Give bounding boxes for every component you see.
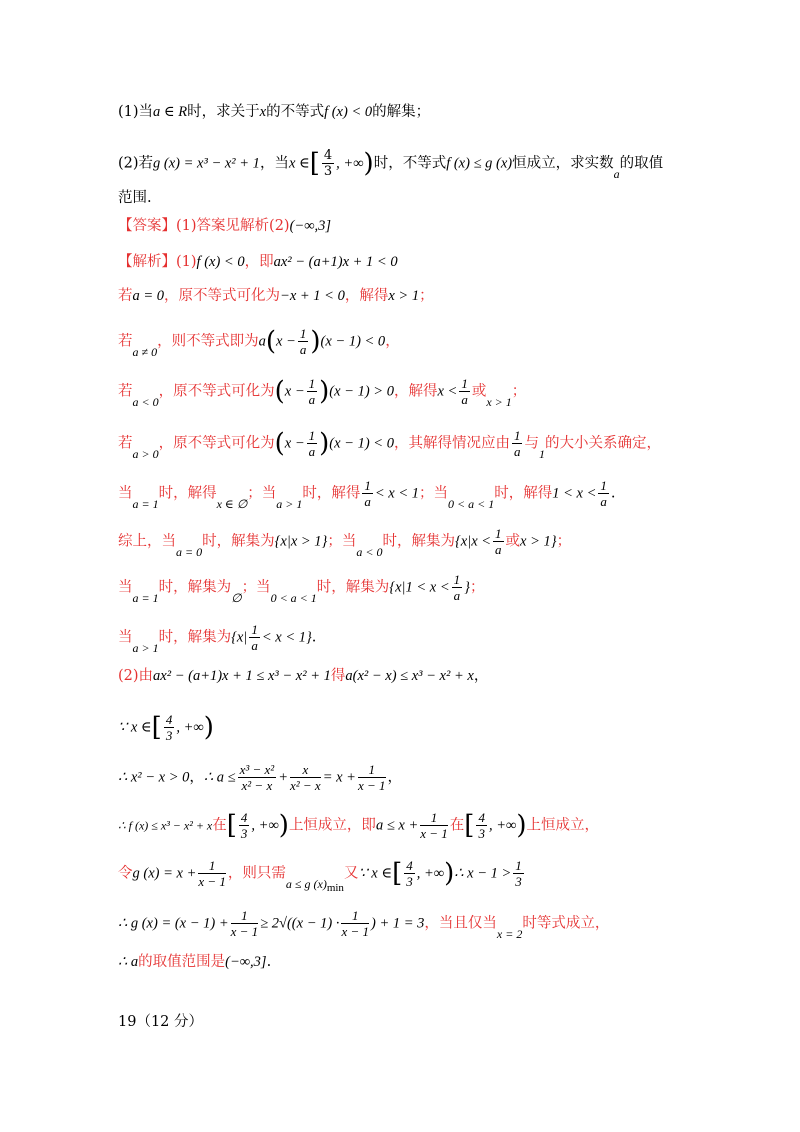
l3-a: 若 [118,383,133,400]
frac-num: 1 [364,478,371,493]
p2-b: 得 [330,668,346,684]
part2-conclusion [118,952,271,972]
p6-m4: ∴ x − 1 > [454,865,512,882]
p6-frac3 [513,858,524,889]
l4-frac2 [512,428,523,459]
p5-a: 在 [212,817,227,834]
p5-m1: ∴ f (x) ≤ x³ − x² + x [118,818,213,833]
l4-m3: 1 [538,446,545,461]
p2-a: (2)由 [118,668,154,684]
l4-b: ，原不等式可化为 [158,435,275,452]
left-bracket: [ [392,858,403,889]
p7-m3: ) + 1 = 3 [370,915,425,932]
l4-m1: a > 0 [132,446,159,461]
q2-fraction [322,148,334,179]
p6-c: 又 [343,865,359,882]
l7-m4a: {x|1 < x < [389,579,450,596]
frac-den: a [299,342,307,357]
l4-m2b: x − [284,435,305,452]
q2-x-in: x ∈ [288,155,310,172]
p5-tail2: , +∞ [488,817,517,834]
left-bracket: [ [151,712,162,743]
frac-num: 1 [495,526,502,541]
part2-line5 [118,858,526,894]
l5-m3: a > 1 [276,496,303,511]
summary-3 [118,622,316,653]
frac-den: 3 [165,728,173,743]
q2-a: a [613,166,620,181]
l5-frac [362,478,373,509]
l3-m1: a < 0 [132,394,159,409]
paren-open: ( [274,428,285,459]
frac-num: 1 [515,858,522,873]
l7-c: ；当 [241,579,271,596]
right-paren: ) [203,712,214,743]
l7-m3: 0 < a < 1 [270,590,317,605]
frac-den: x − 1 [198,874,226,889]
frac-num: x³ − x² [239,762,275,777]
l8-a: 当 [118,629,133,646]
frac-den: x − 1 [420,826,448,841]
paren-close: ) [319,376,330,407]
l4-a: 若 [118,435,133,452]
l1-a: 若 [118,288,133,304]
p7-frac2 [341,908,369,939]
frac-den: a [364,494,371,509]
p6-m2: a ≤ g (x) [285,876,327,891]
p4-frac2 [290,762,321,793]
l7-m1: a = 1 [132,590,159,605]
frac-den: a [461,392,468,407]
l7-b: 时，解集为 [158,579,232,596]
l6-m4a: {x|x < [454,533,492,550]
q1-text2: 的不等式 [266,104,325,120]
p8-b: . [266,954,272,970]
p6-tail: , +∞ [416,865,445,882]
summary-1 [118,526,571,557]
frac-den: 3 [406,874,413,889]
l6-d: 时，解集为 [382,533,455,550]
p5-c: 在 [449,817,465,834]
q2-prefix: (2)若 [118,155,154,172]
part2-line3 [118,762,402,793]
q2-tail: 恒成立，求实数 [512,155,614,172]
case-a-negative [118,376,526,407]
l6-a: 综上，当 [118,533,176,550]
p6-a: 令 [118,865,133,882]
p6-frac [198,858,226,889]
l6-m2: {x|x > 1} [274,533,328,550]
frac-den: a [495,542,502,557]
l7-m4b: } [464,579,470,596]
l5-m6: 1 < x < [552,485,597,502]
right-paren: ) [363,148,374,179]
l4-c: ，其解得情况应由 [393,435,510,452]
l3-m4: x > 1 [486,394,512,409]
frac-den: 3 [323,164,333,179]
frac-den: 3 [515,874,522,889]
frac-den: a [453,588,461,603]
frac-num: 1 [308,428,316,443]
case-a-nonzero [118,326,400,357]
question-part-2 [118,148,663,179]
l2-m2b: x − [276,333,296,350]
p6-m1: g (x) = x + [132,865,197,882]
answer-text: (1)答案见解析(2) [176,218,290,234]
l7-e: ； [469,579,485,596]
l3-e: ； [511,383,527,400]
left-bracket: [ [309,148,320,179]
p8-m2: (−∞,3] [225,954,267,970]
l8-m1: a > 1 [132,640,159,655]
q2-line2: 范围. [118,190,152,206]
l4-m2c: (x − 1) < 0 [329,435,394,452]
p2-c: ， [473,668,489,684]
p2-m2: a(x² − x) ≤ x³ − x² + x [345,668,474,684]
frac-den: a [251,638,258,653]
p4-plus: + [278,769,288,786]
frac-num: 1 [341,908,369,924]
q2-inequality: f (x) ≤ g (x) [446,155,513,172]
part2-line1 [118,666,488,686]
l5-m5: 0 < a < 1 [448,496,495,511]
l8-m2a: {x| [231,629,248,646]
p7-m4: x = 2 [496,926,523,941]
l6-m3: a < 0 [356,544,383,559]
frac-den: x² − x [289,778,321,793]
summary-2 [118,572,484,603]
p5-tail: , +∞ [251,817,279,834]
frac-den: 3 [240,826,248,841]
l4-d: 与 [524,435,539,452]
p4-eq: = x + [322,769,356,786]
l6-c: ；当 [327,533,357,550]
l5-c: ；当 [247,485,277,502]
p2-m1: ax² − (a+1)x + 1 ≤ x³ − x² + 1 [153,668,331,684]
l8-frac [249,622,260,653]
l3-m3: x < [437,383,458,400]
analysis-f: f (x) < 0 [196,254,245,270]
frac-num: x [290,762,321,778]
frac-num: 1 [461,376,468,391]
l3-m2c: (x − 1) > 0 [329,383,394,400]
right-paren: ) [516,810,527,841]
q2-mid: 时，不等式 [373,155,447,172]
l5-a: 当 [118,485,133,502]
frac-num: 4 [240,810,248,825]
l4-frac [307,428,318,459]
l3-m2b: x − [284,383,305,400]
l5-m1: a = 1 [132,496,159,511]
frac-den: x² − x [241,778,273,793]
p6-b: ，则只需 [227,865,286,882]
q1-suffix: 的解集； [372,104,431,120]
analysis-label: 【解析】 [118,254,176,270]
p4-frac3 [358,762,386,793]
p5-d: 上恒成立， [526,817,599,834]
q1-condition: a ∈ R [153,104,188,120]
l5-m2: x ∈ ∅ [216,496,248,511]
l3-b: ，原不等式可化为 [158,383,275,400]
l5-b: 时，解得 [158,485,217,502]
l2-m1: a ≠ 0 [132,344,158,359]
paren-close: ) [310,326,321,357]
l8-m2b: < x < 1} [261,629,312,646]
right-paren: ) [278,810,289,841]
frac-num: 1 [198,858,226,874]
q2-tail2: 的取值 [619,155,664,172]
frac-num: 1 [600,478,607,493]
l5-g: . [610,485,616,502]
frac-den: a [600,494,607,509]
l2-m2c: (x − 1) < 0 [320,333,386,350]
frac-den: a [308,444,316,459]
frac-den: x − 1 [357,778,386,793]
l6-b: 时，解集为 [202,533,275,550]
p4-frac1 [238,762,277,793]
frac-num: 4 [323,148,333,163]
p6-frac2 [404,858,415,889]
q1-inequality: f (x) < 0 [324,104,373,120]
p7-m2: ≥ 2√((x − 1) · [260,915,340,932]
q1-prefix: (1)当 [118,104,154,120]
p4-m2: ∴ a ≤ [203,769,236,786]
l6-frac [493,526,504,557]
frac-num: 1 [299,326,307,341]
analysis-ji: ，即 [244,254,274,270]
l2-c: ， [385,333,400,350]
p3-m: ∵ x ∈ [118,719,152,736]
l7-frac [452,572,463,603]
frac-num: 4 [478,810,485,825]
l1-m2: −x + 1 < 0 [280,288,345,304]
analysis-part-1: (1) [176,254,197,270]
q1-var: x [259,104,267,120]
p6-m3: ∵ x ∈ [358,865,393,882]
l2-m2a: a [258,333,266,350]
p6-min: min [326,881,344,894]
frac-num: 1 [453,572,461,587]
q1-text: 时，求关于 [187,104,260,120]
l3-d: 或 [471,383,487,400]
analysis-line [118,252,398,272]
p7-m1: ∴ g (x) = (x − 1) + [118,915,229,932]
l6-m1: a = 0 [176,544,203,559]
frac-den: x − 1 [230,924,259,939]
q2-when: ，当 [259,155,289,172]
l1-m3: x > 1 [388,288,420,304]
right-paren: ) [444,858,455,889]
p3-frac [164,712,175,743]
l7-a: 当 [118,579,133,596]
l1-d: ； [419,288,434,304]
frac-num: 4 [165,712,173,727]
p7-b: 时等式成立， [522,915,610,932]
p8-m1: ∴ a [118,954,139,970]
frac-num: 1 [231,908,259,924]
answer-line [118,216,331,236]
l5-d: 时，解得 [302,485,361,502]
p6-m2-wrap [286,874,344,898]
left-bracket: [ [464,810,475,841]
p5-frac2 [420,810,448,841]
frac-num: 1 [251,622,258,637]
l2-frac [298,326,309,357]
frac-den: a [513,444,521,459]
l5-f: 时，解得 [494,485,553,502]
l1-c: ，解得 [344,288,389,304]
answer-label: 【答案】 [118,218,176,234]
part2-line2 [118,712,214,743]
p5-m2: a ≤ x + [375,817,419,834]
l2-a: 若 [118,333,133,350]
p8-a: 的取值范围是 [138,954,226,970]
p3-tail: , +∞ [176,719,204,736]
l6-e: ； [556,533,572,550]
frac-num: 4 [406,858,413,873]
l3-frac [307,376,318,407]
l2-b: ，则不等式即为 [157,333,259,350]
l8-c: . [311,629,317,646]
p7-a: ，当且仅当 [424,915,497,932]
l7-m2: ∅ [231,590,242,605]
l1-b: ，原不等式可化为 [164,288,281,304]
frac-num: 1 [420,810,448,826]
frac-den: a [308,392,316,407]
case-a-zero [118,286,434,306]
l8-b: 时，解集为 [158,629,232,646]
l3-c: ，解得 [393,383,438,400]
frac-num: 1 [308,376,316,391]
l7-d: 时，解集为 [316,579,390,596]
l5-m4: < x < 1 [374,485,420,502]
q2-interval-tail: , +∞ [336,155,364,172]
p7-frac [231,908,259,939]
paren-open: ( [265,326,276,357]
frac-den: 3 [478,826,485,841]
frac-num: 1 [358,762,386,778]
p4-c: ， [189,769,204,786]
p5-frac [239,810,250,841]
subcases [118,478,615,509]
part2-line6 [118,908,609,939]
p5-frac3 [476,810,487,841]
l6-m4b: 或 [505,533,521,550]
p4-m1: ∴ x² − x > 0 [118,769,190,786]
l4-e: 的大小关系确定， [544,435,661,452]
part2-line4 [118,810,599,841]
p5-b: 上恒成立，即 [288,817,376,834]
l5-e: ；当 [419,485,449,502]
p4-d: ， [387,769,403,786]
paren-close: ) [319,428,330,459]
analysis-expr: ax² − (a+1)x + 1 < 0 [273,254,398,270]
case-a-positive [118,428,661,459]
next-question-heading: 19（12 分） [118,1014,204,1030]
question-part-1 [118,102,430,122]
left-bracket: [ [226,810,237,841]
l5-frac2 [598,478,609,509]
q2-function: g (x) = x³ − x² + 1 [153,155,260,172]
l3-frac2 [459,376,470,407]
l1-m1: a = 0 [132,288,165,304]
answer-range: (−∞,3] [289,218,332,234]
paren-open: ( [274,376,285,407]
l6-m4c: x > 1} [520,533,557,550]
frac-den: x − 1 [341,924,369,939]
frac-num: 1 [513,428,521,443]
